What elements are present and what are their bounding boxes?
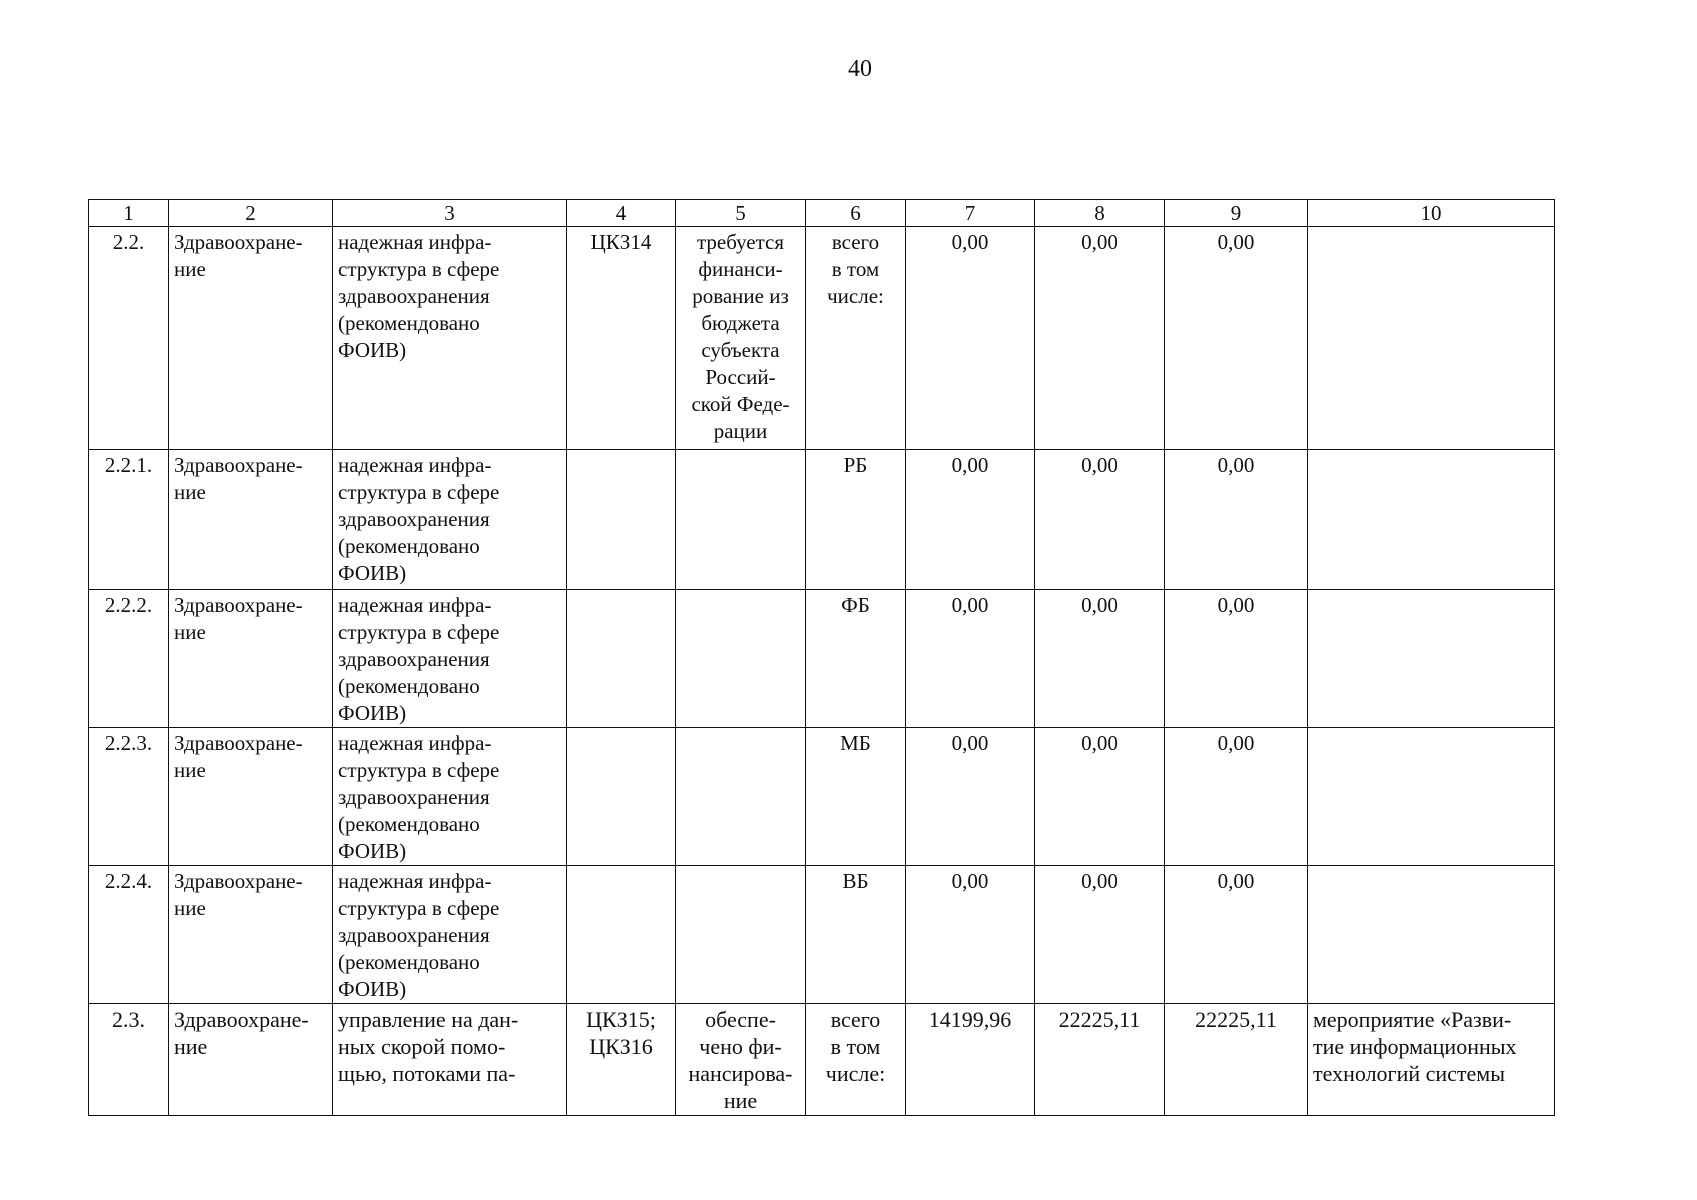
value-col9-text: 22225,11 <box>1195 1007 1277 1032</box>
sector-cell <box>169 866 333 1004</box>
value-col7-text: 0,00 <box>951 869 989 893</box>
funding-source-line: числе: <box>827 284 884 308</box>
financing-status-line: финанси- <box>698 257 783 281</box>
financing-status-line: ской Феде- <box>691 392 790 416</box>
goal-line: ФОИВ) <box>338 839 407 863</box>
sector-cell <box>169 227 333 450</box>
row-number-cell <box>89 728 169 866</box>
goal-line: здравоохранения <box>338 507 490 531</box>
column-number-2: 2 <box>169 200 333 227</box>
indicator-code-cell <box>567 1004 676 1116</box>
value-col9-cell <box>1165 590 1308 728</box>
funding-source-line: МБ <box>840 731 871 755</box>
column-number-3: 3 <box>333 200 567 227</box>
sector-line: Здравоохране- <box>174 731 303 755</box>
table-row <box>89 450 1555 590</box>
value-col8-cell <box>1035 866 1165 1004</box>
financing-status-line: обеспе- <box>705 1007 776 1032</box>
goal-cell <box>333 1004 567 1116</box>
sector-line: Здравоохране- <box>174 230 303 254</box>
financing-status-line: субъекта <box>701 338 780 362</box>
sector-cell <box>169 590 333 728</box>
note-line: технологий системы <box>1313 1061 1506 1086</box>
table-row <box>89 1004 1555 1116</box>
financing-status-cell <box>676 1004 806 1116</box>
row-number-text: 2.2. <box>112 230 145 254</box>
funding-source-cell <box>806 590 906 728</box>
funding-source-line: всего <box>830 1007 881 1032</box>
value-col8-text: 0,00 <box>1081 453 1118 477</box>
note-cell <box>1308 728 1555 866</box>
budget-table <box>88 199 1555 1116</box>
row-number-cell <box>89 450 169 590</box>
value-col9-cell <box>1165 450 1308 590</box>
goal-line: здравоохранения <box>338 785 490 809</box>
goal-line: структура в сфере <box>338 257 500 281</box>
funding-source-line: в том <box>830 1034 881 1059</box>
column-number-4: 4 <box>567 200 676 227</box>
goal-line: надежная инфра- <box>338 731 492 755</box>
value-col9-text: 0,00 <box>1217 869 1255 893</box>
funding-source-line: РБ <box>843 453 868 477</box>
goal-line: здравоохранения <box>338 284 490 308</box>
goal-line: щью, потоками па- <box>338 1061 516 1086</box>
column-number-6: 6 <box>806 200 906 227</box>
note-line: тие информационных <box>1313 1034 1517 1059</box>
funding-source-line: числе: <box>825 1061 886 1086</box>
value-col9-cell <box>1165 866 1308 1004</box>
table-row <box>89 728 1555 866</box>
table-row <box>89 866 1555 1004</box>
row-number-text: 2.3. <box>112 1007 145 1032</box>
row-number-text: 2.2.2. <box>104 593 153 617</box>
financing-status-cell <box>676 866 806 1004</box>
goal-line: ФОИВ) <box>338 561 407 585</box>
sector-line: ние <box>174 1034 208 1059</box>
goal-line: структура в сфере <box>338 620 500 644</box>
indicator-code-line: ЦКЗ15; <box>586 1007 656 1032</box>
value-col9-text: 0,00 <box>1217 453 1255 477</box>
financing-status-line: рации <box>713 419 768 443</box>
goal-line: структура в сфере <box>338 758 500 782</box>
financing-status-cell <box>676 590 806 728</box>
row-number-text: 2.2.3. <box>104 731 153 755</box>
value-col8-text: 0,00 <box>1081 593 1118 617</box>
value-col9-text: 0,00 <box>1217 593 1255 617</box>
value-col7-cell <box>906 1004 1035 1116</box>
value-col7-cell <box>906 450 1035 590</box>
table-row <box>89 227 1555 450</box>
financing-status-cell <box>676 450 806 590</box>
indicator-code-cell <box>567 450 676 590</box>
goal-line: ФОИВ) <box>338 977 407 1001</box>
value-col8-text: 0,00 <box>1081 230 1118 254</box>
column-number-5: 5 <box>676 200 806 227</box>
funding-source-line: ВБ <box>842 869 869 893</box>
goal-line: структура в сфере <box>338 480 500 504</box>
sector-cell <box>169 1004 333 1116</box>
funding-source-line: в том <box>831 257 880 281</box>
goal-line: здравоохранения <box>338 923 490 947</box>
value-col9-text: 0,00 <box>1217 731 1255 755</box>
value-col9-cell <box>1165 728 1308 866</box>
goal-line: ных скорой помо- <box>338 1034 506 1059</box>
row-number-text: 2.2.4. <box>104 869 153 893</box>
goal-line: ФОИВ) <box>338 338 407 362</box>
financing-status-line: Россий- <box>705 365 776 389</box>
funding-source-cell <box>806 450 906 590</box>
value-col8-text: 0,00 <box>1081 869 1118 893</box>
value-col7-text: 0,00 <box>951 453 989 477</box>
indicator-code-cell <box>567 227 676 450</box>
value-col7-cell <box>906 227 1035 450</box>
sector-cell <box>169 728 333 866</box>
goal-cell <box>333 590 567 728</box>
table-row <box>89 590 1555 728</box>
value-col9-cell <box>1165 227 1308 450</box>
financing-status-line: рование из <box>692 284 789 308</box>
row-number-text: 2.2.1. <box>104 453 153 477</box>
column-number-1: 1 <box>89 200 169 227</box>
indicator-code-line: ЦКЗ14 <box>590 230 652 254</box>
goal-line: структура в сфере <box>338 896 500 920</box>
funding-source-line: всего <box>831 230 880 254</box>
goal-line: надежная инфра- <box>338 453 492 477</box>
column-number-9: 9 <box>1165 200 1308 227</box>
indicator-code-line: ЦКЗ16 <box>589 1034 653 1059</box>
value-col8-cell <box>1035 728 1165 866</box>
value-col8-cell <box>1035 227 1165 450</box>
sector-line: Здравоохране- <box>174 593 303 617</box>
goal-cell <box>333 728 567 866</box>
sector-line: ние <box>174 480 206 504</box>
indicator-code-cell <box>567 590 676 728</box>
note-cell <box>1308 1004 1555 1116</box>
column-number-7: 7 <box>906 200 1035 227</box>
note-cell <box>1308 590 1555 728</box>
sector-line: ние <box>174 896 206 920</box>
funding-source-cell <box>806 1004 906 1116</box>
row-number-cell <box>89 1004 169 1116</box>
funding-source-cell <box>806 866 906 1004</box>
value-col7-cell <box>906 728 1035 866</box>
value-col9-text: 0,00 <box>1217 230 1255 254</box>
goal-line: (рекомендовано <box>338 534 480 558</box>
goal-line: (рекомендовано <box>338 812 480 836</box>
funding-source-line: ФБ <box>841 593 870 617</box>
indicator-code-cell <box>567 866 676 1004</box>
goal-line: здравоохранения <box>338 647 490 671</box>
financing-status-line: бюджета <box>701 311 780 335</box>
value-col8-cell <box>1035 1004 1165 1116</box>
row-number-cell <box>89 590 169 728</box>
value-col7-cell <box>906 590 1035 728</box>
sector-line: Здравоохране- <box>174 453 303 477</box>
goal-line: (рекомендовано <box>338 950 480 974</box>
sector-cell <box>169 450 333 590</box>
financing-status-line: чено фи- <box>699 1034 782 1059</box>
value-col8-cell <box>1035 450 1165 590</box>
sector-line: Здравоохране- <box>174 869 303 893</box>
value-col7-text: 0,00 <box>951 593 989 617</box>
indicator-code-cell <box>567 728 676 866</box>
goal-line: надежная инфра- <box>338 593 492 617</box>
financing-status-cell <box>676 728 806 866</box>
value-col7-text: 14199,96 <box>928 1007 1012 1032</box>
value-col8-cell <box>1035 590 1165 728</box>
goal-line: ФОИВ) <box>338 701 407 725</box>
page-number: 40 <box>848 56 872 82</box>
sector-line: ние <box>174 620 206 644</box>
note-line: мероприятие «Разви- <box>1313 1007 1512 1032</box>
financing-status-line: нансирова- <box>688 1061 793 1086</box>
sector-line: Здравоохране- <box>174 1007 309 1032</box>
column-number-row <box>89 200 1555 227</box>
goal-line: надежная инфра- <box>338 869 492 893</box>
note-cell <box>1308 450 1555 590</box>
value-col8-text: 0,00 <box>1081 731 1118 755</box>
value-col9-cell <box>1165 1004 1308 1116</box>
goal-line: (рекомендовано <box>338 674 480 698</box>
note-cell <box>1308 227 1555 450</box>
row-number-cell <box>89 227 169 450</box>
goal-cell <box>333 227 567 450</box>
sector-line: ние <box>174 257 206 281</box>
value-col7-text: 0,00 <box>951 731 989 755</box>
financing-status-line: требуется <box>696 230 785 254</box>
column-number-8: 8 <box>1035 200 1165 227</box>
goal-line: надежная инфра- <box>338 230 492 254</box>
value-col7-text: 0,00 <box>951 230 989 254</box>
sector-line: ние <box>174 758 206 782</box>
funding-source-cell <box>806 227 906 450</box>
column-number-10: 10 <box>1308 200 1555 227</box>
funding-source-cell <box>806 728 906 866</box>
goal-cell <box>333 450 567 590</box>
goal-cell <box>333 866 567 1004</box>
row-number-cell <box>89 866 169 1004</box>
note-cell <box>1308 866 1555 1004</box>
financing-status-cell <box>676 227 806 450</box>
financing-status-line: ние <box>723 1088 758 1113</box>
value-col8-text: 22225,11 <box>1058 1007 1141 1032</box>
value-col7-cell <box>906 866 1035 1004</box>
goal-line: управление на дан- <box>338 1007 519 1032</box>
goal-line: (рекомендовано <box>338 311 480 335</box>
